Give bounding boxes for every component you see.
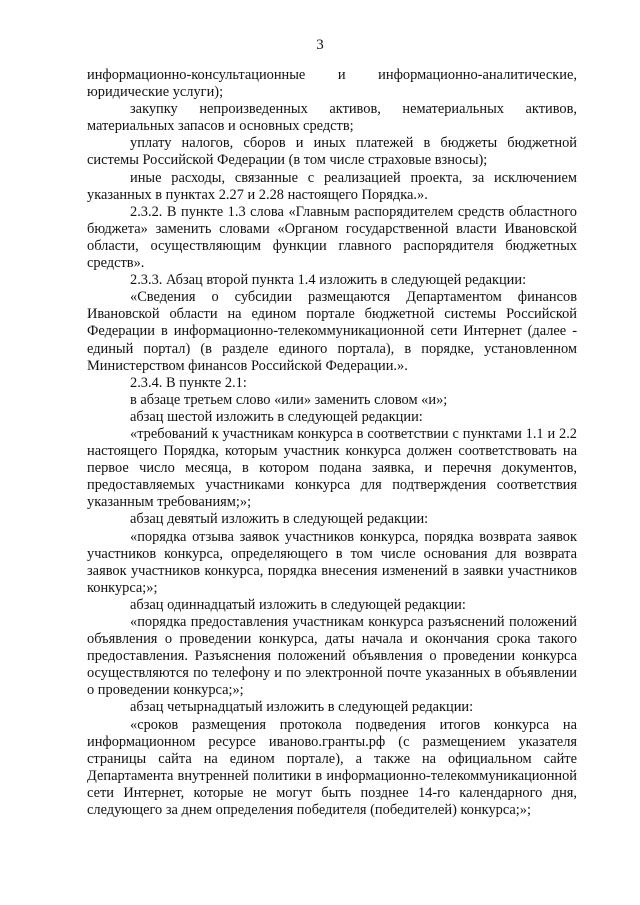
paragraph: иные расходы, связанные с реализацией проекта, за исключением указанных в пунктах 2.27 и 2.28 настоящего Порядка.». bbox=[87, 169, 577, 203]
paragraph: абзац шестой изложить в следующей редакции: bbox=[130, 408, 423, 425]
paragraph: «сроков размещения протокола подведения итогов конкурса на информационном ресурсе иваново.гранты.рф (с размещением указателя страницы сайта на едином портале), а также на официальном сайте Департамента внутренней политики в информационно-телекоммуникационной сети Интернет, которые не могут быть позднее 14-го календарного дня, следующего за днем определения победителя (победителей) конкурса;»; bbox=[87, 716, 577, 819]
paragraph: «Сведения о субсидии размещаются Департаментом финансов Ивановской области на едином портале бюджетной системы Российской Федерации в информационно-телекоммуникационной сети Интернет (далее - единый портал) (в разделе единого портала), в порядке, установленном Министерством финансов Российской Федерации.». bbox=[87, 289, 577, 374]
paragraph: «требований к участникам конкурса в соответствии с пунктами 1.1 и 2.2 настоящего Порядка, которым участник конкурса должен соответствовать на первое число месяца, в котором подана заявка, и перечня документов, предоставляемых участниками конкурса для подтверждения соответствия указанным требованиям;»; bbox=[87, 425, 577, 511]
paragraph: информационно-консультационные и информационно-аналитические, юридические услуги); bbox=[87, 67, 577, 101]
paragraph: абзац девятый изложить в следующей редакции: bbox=[130, 511, 429, 528]
paragraph: 2.3.2. В пункте 1.3 слова «Главным распорядителем средств областного бюджета» заменить словами «Органом государственной власти Ивановской области, осуществляющим функции главного распорядителя бюджетных средств». bbox=[87, 203, 577, 272]
paragraph: в абзаце третьем слово «или» заменить словом «и»; bbox=[130, 391, 448, 408]
paragraph: «порядка отзыва заявок участников конкурса, порядка возврата заявок участников конкурса, определяющего в том числе основания для возврата заявок участников конкурса, порядка внесения изменений в заявки участников конкурса;»; bbox=[87, 528, 577, 596]
paragraph: уплату налогов, сборов и иных платежей в бюджеты бюджетной системы Российской Федерации (в том числе страховые взносы); bbox=[87, 135, 577, 169]
paragraph: закупку непроизведенных активов, нематериальных активов, материальных запасов и основных средств; bbox=[87, 101, 577, 135]
paragraph: абзац четырнадцатый изложить в следующей редакции: bbox=[130, 699, 474, 716]
paragraph: «порядка предоставления участникам конкурса разъяснений положений объявления о проведении конкурса, даты начала и окончания срока такого предоставления. Разъяснения положений объявления о проведении конкурса осуществляются по телефону и по электронной почте указанных в объявлении о проведении конкурса;»; bbox=[87, 614, 577, 699]
document-body bbox=[87, 67, 577, 819]
paragraph: 2.3.4. В пункте 2.1: bbox=[130, 374, 247, 391]
paragraph: абзац одиннадцатый изложить в следующей редакции: bbox=[130, 596, 466, 613]
page-number: 3 bbox=[316, 37, 324, 53]
paragraph: 2.3.3. Абзац второй пункта 1.4 изложить в следующей редакции: bbox=[130, 272, 527, 289]
